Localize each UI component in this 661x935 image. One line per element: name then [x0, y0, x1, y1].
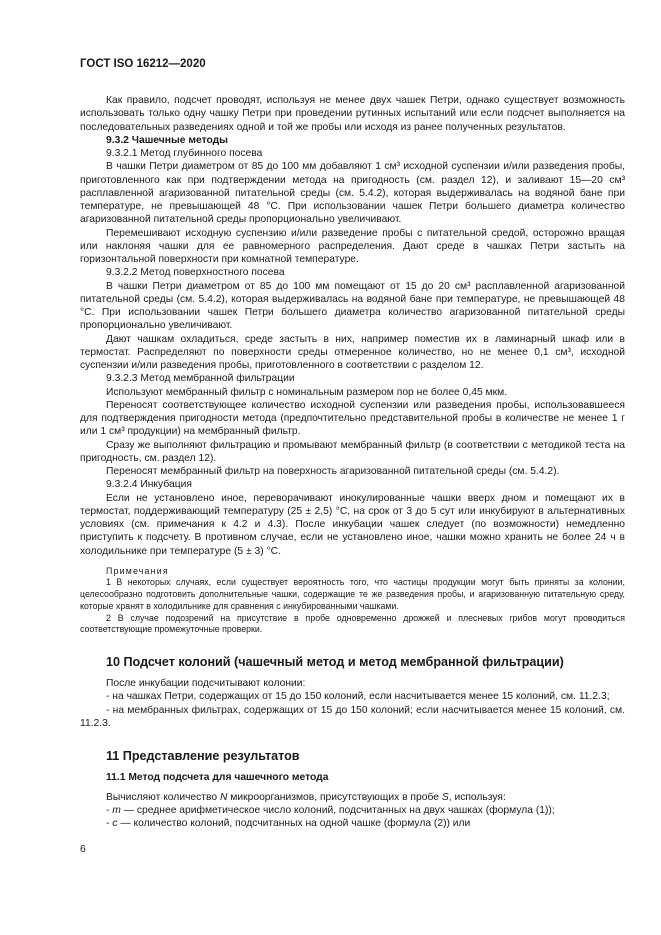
paragraph: Если не установлено иное, переворачивают инокулированные чашки вверх дном и помещают их в термостат, поддерживающий температуру (25 ± 2,5) °С, на срок от 3 до 5 сут или инкубируют в альтернативных условиях (см. примечания к 4.2 и 4.3). После инкубации чашек следует (по возможности) немедленно приступить к подсчету. В противном случае, если не установлено иное, чашки можно хранить не более 24 ч в холодильнике при температуре (5 ± 3) °С.: [80, 492, 625, 557]
list-item: - на мембранных фильтрах, содержащих от 15 до 150 колоний; если насчитывается менее 15 колоний, см. 11.2.3.: [80, 704, 625, 729]
note-item: 2 В случае подозрений на присутствие в пробе одновременно дрожжей и плесневых грибов могут проводиться соответствующие промежуточные проверки.: [80, 612, 625, 635]
spacer: [80, 763, 625, 771]
text-run: -: [106, 804, 113, 816]
paragraph: Дают чашкам охладиться, среде застыть в них, например поместив их в ламинарный шкаф или в термостат. Распределяют по поверхности среды отмеренное количество, но не менее 0,1 см³, исходной суспензии и/или разведения пробы, приготовленного в соответствии с разделом 12.: [80, 333, 625, 371]
section-heading: 11 Представление результатов: [106, 749, 300, 764]
spacer: [80, 636, 625, 656]
spacer: [80, 730, 625, 750]
text-run: микроорганизмов, присутствующих в пробе: [227, 791, 442, 803]
paragraph: Переносят мембранный фильтр на поверхность агаризованной питательной среды (см. 5.4.2).: [106, 466, 560, 477]
paragraph: В чашки Петри диаметром от 85 до 100 мм добавляют 1 см³ исходной суспензии и/или разведения пробы, приготовленного как при подтверждении метода на пригодность (см. раздел 12), и заливают 15—20 см³ расплавленной агаризованной питательной среды (см. 5.4.2), которая выдерживалась на водяной бане при температуре, не превышающей 48 °С. При использовании чашек Петри большего диаметра количество агаризованной питательной среды пропорционально увеличивают.: [80, 161, 625, 226]
section-heading: 10 Подсчет колоний (чашечный метод и метод мембранной фильтрации): [106, 654, 564, 669]
paragraph: Перемешивают исходную суспензию и/или разведение пробы с питательной средой, осторожно вращая или наклоняя чашки для ее равномерного распределения. Дают среде в чашках Петри застыть на горизонтальной поверхности при комнатной температуре.: [80, 227, 625, 265]
variable-n: N: [219, 791, 228, 803]
text-run: -: [106, 818, 113, 830]
text-run: — среднее арифметическое число колоний, подсчитанных на двух чашках (формула (1));: [120, 804, 555, 816]
list-item: - на чашках Петри, содержащих от 15 до 150 колоний, если насчитывается менее 15 колоний, см. 11.2.3;: [106, 691, 610, 703]
paragraph: [80, 791, 625, 804]
subsection-heading: 9.3.2.4 Инкубация: [106, 479, 192, 491]
document-header: ГОСТ ISO 16212—2020: [80, 58, 206, 70]
spacer: [80, 669, 625, 677]
document-body: [80, 94, 625, 830]
paragraph: Переносят соответствующее количество исходной суспензии или разведения пробы, использовавшееся для подтверждения пригодности метода (предпочтительно представительной пробы в количестве не менее 1 г или 1 см³ продукции) на мембранный фильтр.: [80, 399, 625, 438]
list-item: [80, 817, 625, 830]
paragraph: Сразу же выполняют фильтрацию и промывают мембранный фильтр (в соответствии с методикой теста на пригодность, см. раздел 12).: [80, 439, 625, 464]
paragraph: Используют мембранный фильтр с номинальным размером пор не более 0,45 мкм.: [106, 386, 508, 398]
subsection-heading: 9.3.2.1 Метод глубинного посева: [106, 148, 263, 159]
variable-c: c: [112, 818, 118, 830]
subsection-heading: 9.3.2 Чашечные методы: [106, 134, 228, 146]
subsection-heading: 9.3.2.3 Метод мембранной фильтрации: [106, 373, 295, 385]
page-number: 6: [80, 843, 86, 855]
subsection-heading: 11.1 Метод подсчета для чашечного метода: [106, 772, 329, 784]
paragraph: После инкубации подсчитывают колонии:: [106, 678, 306, 690]
note-item: 1 В некоторых случаях, если существует вероятность того, что частицы продукции могут быть приняты за колонии, целесообразно подготовить дополнительные чашки, содержащие те же разведения пробы, и агаризованную питательную среду, которые хранят в холодильнике для сравнения с инкубированными чашками.: [80, 577, 625, 611]
subsection-heading: 9.3.2.2 Метод поверхностного посева: [106, 267, 285, 279]
notes-title: Примечания: [106, 565, 169, 576]
paragraph: Как правило, подсчет проводят, используя не менее двух чашек Петри, однако существует возможность использовать только одну чашку Петри при проведении рутинных испытаний или если подсчет выполняется на последовательных разведениях одной и той же пробы или исходя из ранее полученных результатов.: [80, 95, 625, 133]
paragraph: В чашки Петри диаметром от 85 до 100 мм помещают от 15 до 20 см³ расплавленной агаризованной питательной среды (см. 5.4.2), которая выдерживалась на водяной бане при температуре, не превышающей 48 °С. При использовании чашек Петри большего диаметра количество агаризованной питательной среды пропорционально увеличивают.: [80, 280, 625, 332]
text-run: , используя:: [448, 791, 506, 803]
variable-s: S: [441, 791, 449, 803]
list-item: [80, 804, 625, 817]
text-run: Вычисляют количество: [106, 791, 220, 803]
variable-m: m: [112, 804, 121, 816]
text-run: — количество колоний, подсчитанных на одной чашке (формула (2)) или: [117, 818, 471, 830]
